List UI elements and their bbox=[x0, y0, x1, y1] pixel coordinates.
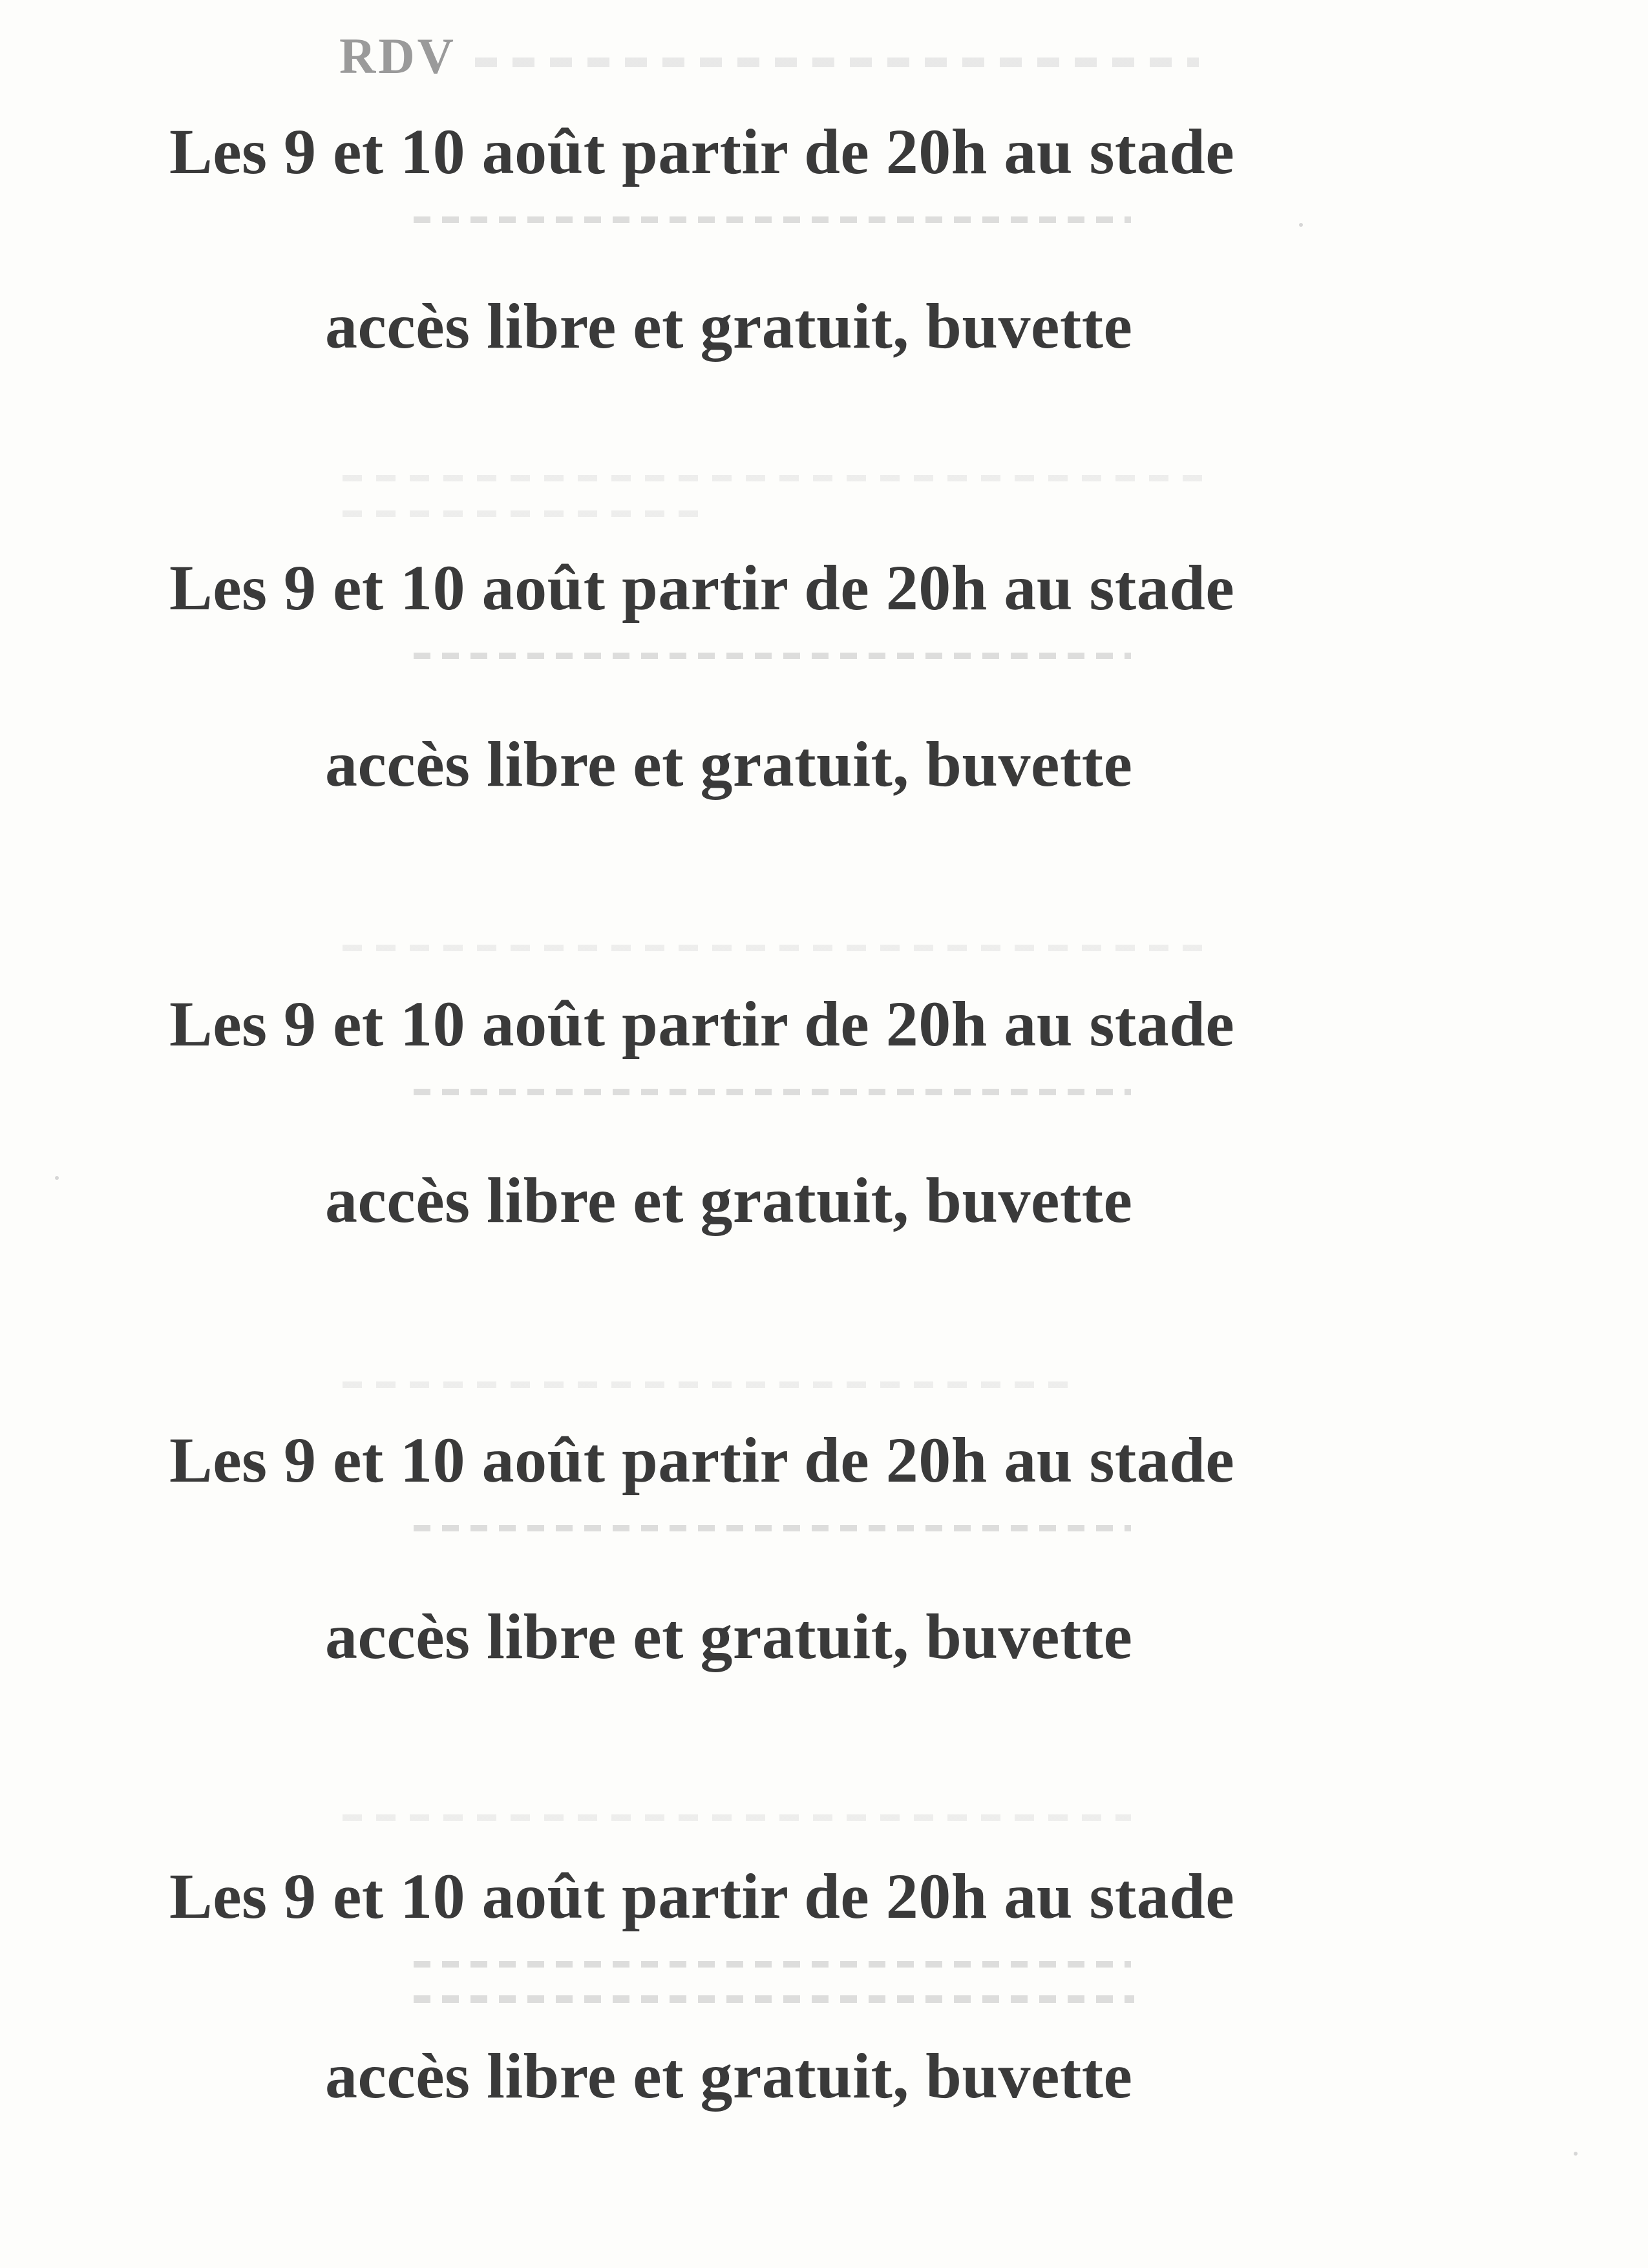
access-line: accès libre et gratuit, buvette bbox=[325, 2040, 1133, 2112]
faint-strip bbox=[343, 1814, 1131, 1821]
faint-strip bbox=[414, 1961, 1131, 1968]
faint-strip bbox=[414, 1995, 1134, 2003]
date-line: Les 9 et 10 août partir de 20h au stade bbox=[169, 116, 1235, 187]
date-line: Les 9 et 10 août partir de 20h au stade bbox=[169, 988, 1235, 1060]
access-line: accès libre et gratuit, buvette bbox=[325, 1601, 1133, 1672]
date-line: Les 9 et 10 août partir de 20h au stade bbox=[169, 552, 1235, 624]
scan-speck bbox=[1574, 2152, 1578, 2156]
faint-strip bbox=[414, 1525, 1131, 1531]
access-line: accès libre et gratuit, buvette bbox=[325, 290, 1133, 362]
date-line: Les 9 et 10 août partir de 20h au stade bbox=[169, 1424, 1235, 1496]
faded-header-text: RDV bbox=[339, 28, 456, 84]
faint-strip bbox=[414, 216, 1131, 223]
faded-header-remnant bbox=[475, 40, 1199, 79]
faint-strip bbox=[414, 653, 1131, 659]
faint-strip bbox=[343, 945, 1202, 951]
access-line: accès libre et gratuit, buvette bbox=[325, 728, 1133, 800]
faint-strip bbox=[414, 1089, 1131, 1095]
faint-strip bbox=[343, 475, 1209, 481]
access-line: accès libre et gratuit, buvette bbox=[325, 1164, 1133, 1236]
scan-speck bbox=[1299, 223, 1303, 227]
faint-strip bbox=[343, 510, 711, 517]
faint-strip bbox=[343, 1381, 1079, 1388]
date-line: Les 9 et 10 août partir de 20h au stade bbox=[169, 1860, 1235, 1932]
scan-speck bbox=[55, 1176, 59, 1180]
